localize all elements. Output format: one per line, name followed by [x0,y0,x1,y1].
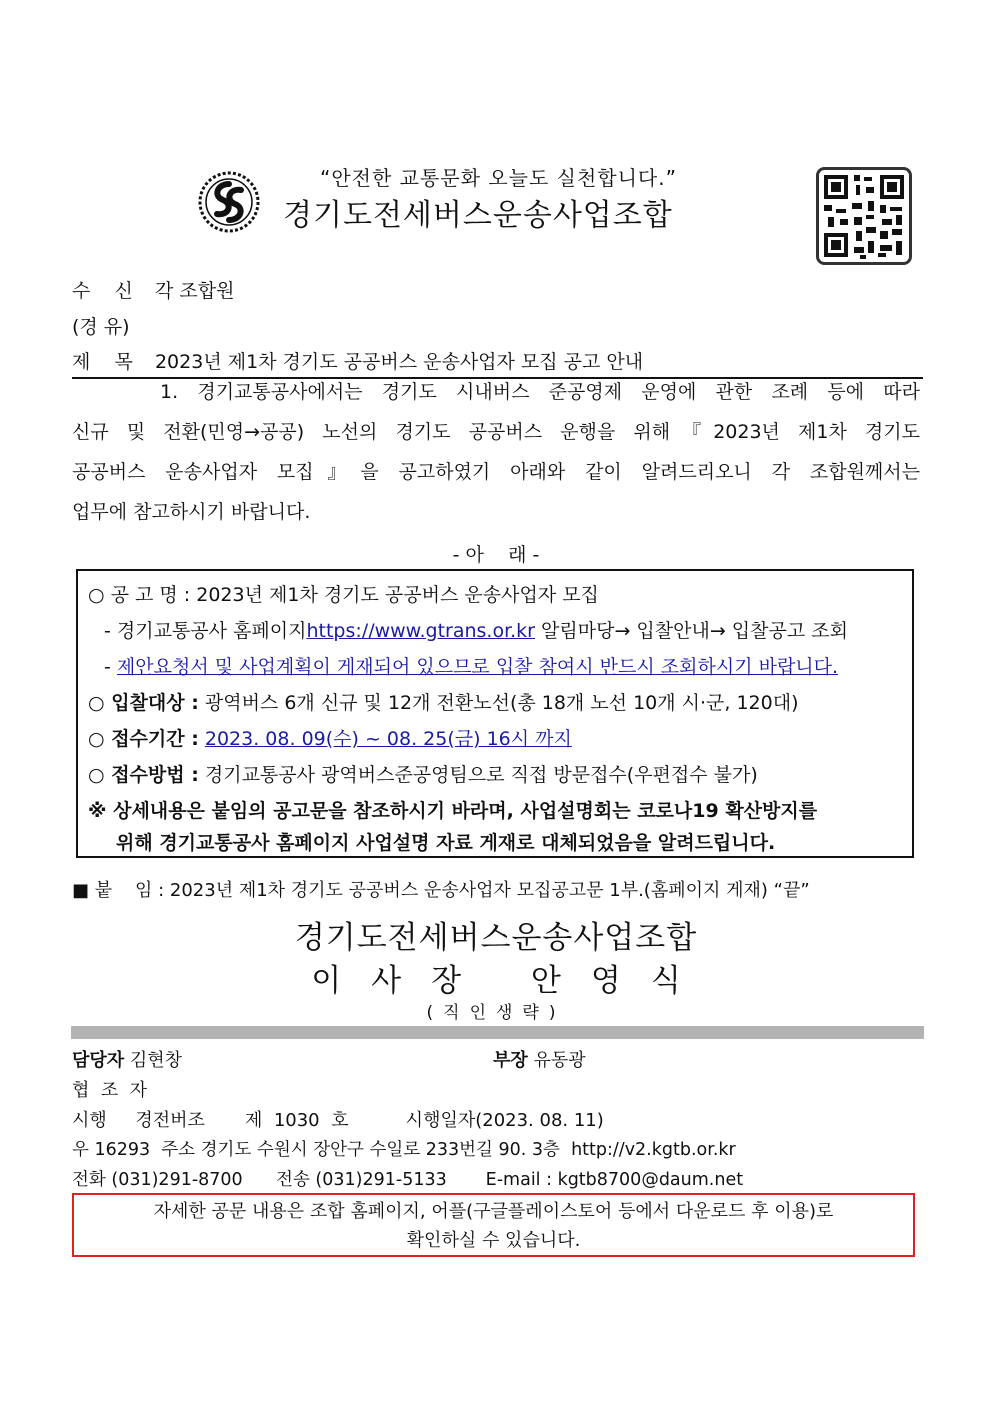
recipient-value: 각 조합원 [154,280,235,302]
seal-omitted: (직인생략) [426,1003,566,1023]
box-item-target-label: ○ 입찰대상 : [88,692,199,714]
box-item-title-label: ○ 공 고 명 : [88,584,191,606]
box-item-period-label: ○ 접수기간 : [88,728,199,750]
signature-name: 이사장 안영식 [311,963,711,999]
organization-title: 경기도전세버스운송사업조합 [283,198,673,233]
box-item-period [88,724,572,751]
below-heading: - 아 래 - [452,544,540,566]
manager-label: 담당자 [72,1050,125,1071]
via-label: (경 유) [72,316,130,338]
box-item-method-label: ○ 접수방법 : [88,764,199,786]
enforcement-line: 시행 경전버조 제 1030 호 시행일자(2023. 08. 11) [72,1110,604,1131]
contact-line: 전화 (031)291-8700 전송 (031)291-5133 E-mail : kgtb8700@daum.net [72,1170,744,1190]
box-item-title [88,580,599,607]
divider-bar [71,1026,924,1039]
box-sub-notice [104,652,838,679]
body-line-2: 신규 및 전환(민영→공공) 노선의 경기도 공공버스 운행을 위해『2023년 제1차 경기도 [72,421,920,443]
announcement-box [76,569,914,858]
gtrans-homepage-link[interactable]: https://www.gtrans.or.kr [306,620,535,642]
manager-name: 김현창 [129,1050,183,1071]
homepage-notice-box [72,1193,915,1257]
box-note-line-1: ※ 상세내용은 붙임의 공고문을 참조하시기 바라며, 사업설명회는 코로나19 확산방지를 [88,800,818,822]
box-item-method-value: 경기교통공사 광역버스준공영팀으로 직접 방문접수(우편접수 불가) [204,764,758,786]
association-logo [193,170,265,234]
subject-value: 2023년 제1차 경기도 공공버스 운송사업자 모집 공고 안내 [154,351,644,373]
box-item-method [88,760,758,787]
recipient-label: 수 신 [72,280,133,302]
cooperator-label: 협 조 자 [72,1080,148,1101]
body-paragraph [72,372,920,532]
box-sub-notice-prefix: - [104,656,117,678]
box-item-target-value: 광역버스 6개 신규 및 12개 전환노선(총 18개 노선 10개 시·군, 120대) [204,692,799,714]
box-sub-homepage-prefix: - 경기교통공사 홈페이지 [104,620,307,642]
qr-code-icon[interactable] [816,167,912,265]
box-note-line-2: 위해 경기교통공사 홈페이지 사업설명 자료 게재로 대체되었음을 알려드립니다. [116,832,776,854]
subject-label: 제 목 [72,351,133,373]
box-sub-homepage-suffix: 알림마당→ 입찰안내→ 입찰공고 조회 [535,620,848,642]
body-line-3: 공공버스 운송사업자 모집』을 공고하였기 아래와 같이 알려드리오니 각 조합원께서는 [72,461,920,483]
box-item-period-value: 2023. 08. 09(수) ~ 08. 25(금) 16시 까지 [204,728,572,750]
body-line-4: 업무에 참고하시기 바랍니다. [72,501,311,523]
box-sub-notice-text: 제안요청서 및 사업계획이 게재되어 있으므로 입찰 참여시 반드시 조회하시기 바랍니다. [116,656,839,678]
address-line: 우 16293 주소 경기도 수원시 장안구 수일로 233번길 90. 3층 http://v2.kgtb.or.kr [72,1140,736,1160]
signature-organization: 경기도전세버스운송사업조합 [294,920,698,956]
notice-line-2: 확인하실 수 있습니다. [406,1230,581,1251]
box-sub-homepage [104,616,848,643]
body-line-1: 1. 경기교통공사에서는 경기도 시내버스 준공영제 운영에 관한 조례 등에 따라 [160,381,920,403]
attachment-line: ■ 붙 임 : 2023년 제1차 경기도 공공버스 운송사업자 모집공고문 1부.(홈페이지 게재) “끝” [72,880,810,901]
head-row [493,1046,586,1072]
notice-line-1: 자세한 공문 내용은 조합 홈페이지, 어플(구글플레이스토어 등에서 다운로드 후 이용)로 [153,1201,834,1222]
recipient-row [72,276,234,303]
manager-row [72,1046,182,1072]
box-item-target [88,688,799,715]
head-label: 부장 [493,1050,528,1071]
box-item-title-value: 2023년 제1차 경기도 공공버스 운송사업자 모집 [196,584,599,606]
head-name: 유동광 [533,1050,586,1071]
slogan: “안전한 교통문화 오늘도 실천합니다.” [320,166,677,190]
